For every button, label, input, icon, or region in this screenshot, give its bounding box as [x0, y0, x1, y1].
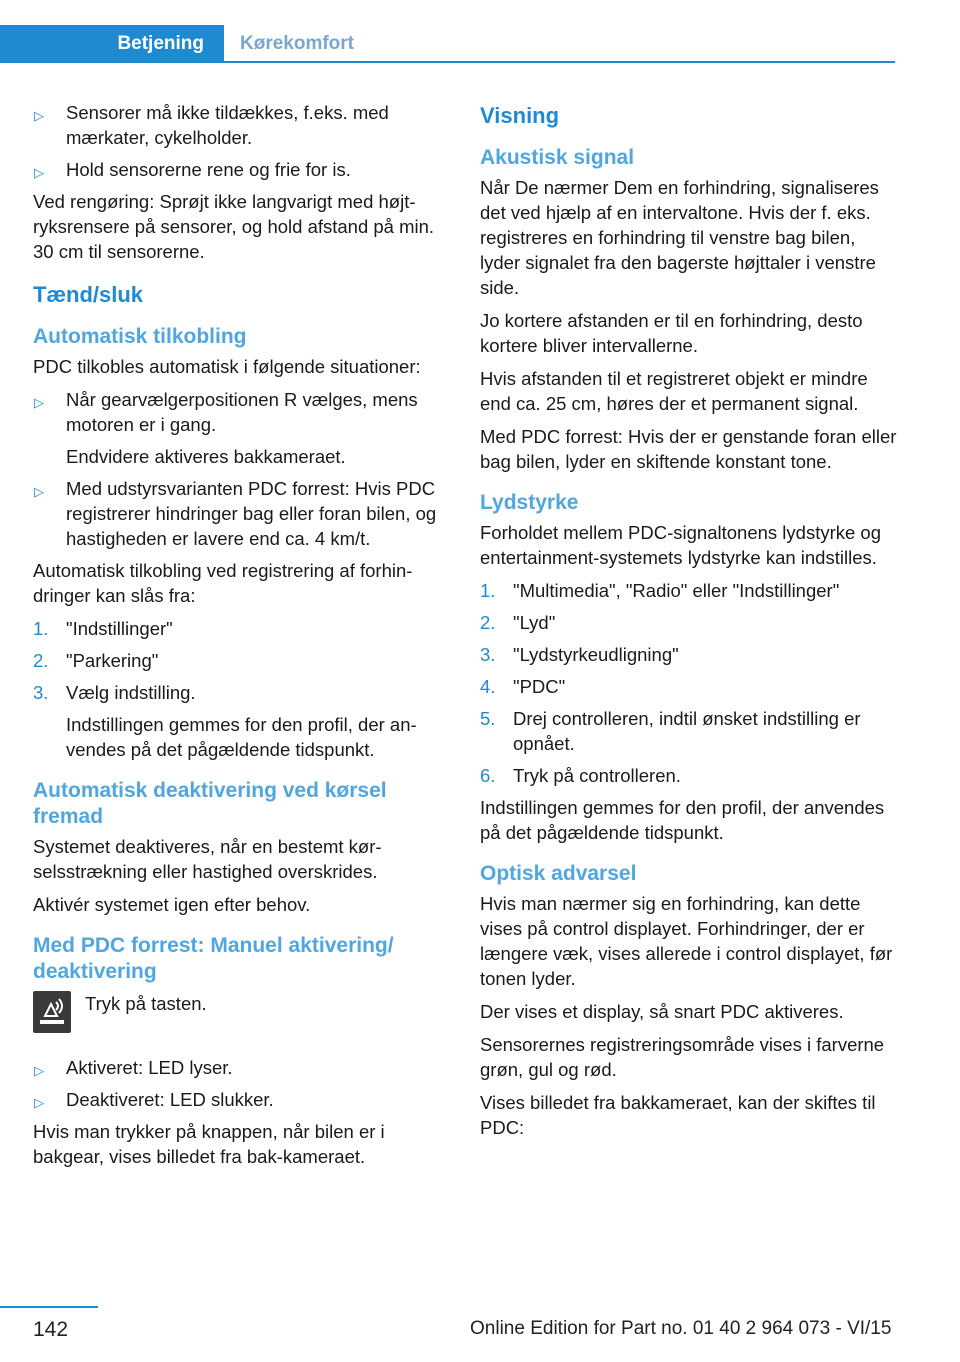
heading-lydstyrke: Lydstyrke — [480, 491, 579, 514]
heading-taend-sluk: Tænd/sluk — [33, 282, 144, 307]
paragraph: Hvis man trykker på knappen, når bilen er i bakgear, vises billedet fra bak-kameraet. — [33, 1121, 385, 1167]
paragraph: Indstillingen gemmes for den profil, der anvendes på det pågældende tidspunkt. — [480, 797, 885, 843]
paragraph: Hvis afstanden til et registreret objekt er mindre end ca. 25 cm, høres der et permanent signal. — [480, 368, 868, 414]
triangle-bullet-icon: ▷ — [34, 1095, 44, 1110]
list-item: ▷ Med udstyrsvarianten PDC forrest: Hvis PDC registrerer hindringer bag eller foran bilen, og hastigheden er lavere end ca. 4 km/t. — [34, 478, 437, 549]
paragraph: Forholdet mellem PDC-signaltonens lydstyrke og entertainment-systemets lydstyrke kan indstilles. — [480, 522, 882, 568]
paragraph: Med PDC forrest: Hvis der er genstande foran eller bag bilen, lyder en skiftende konstant tone. — [480, 426, 897, 472]
page-number: 142 — [33, 1318, 69, 1341]
triangle-bullet-icon: ▷ — [34, 1063, 44, 1078]
heading-automatisk-deaktivering: Automatisk deaktivering ved kørsel fremad — [33, 779, 387, 828]
list-item: ▷ Deaktiveret: LED slukker. — [33, 1087, 447, 1112]
paragraph: Når De nærmer Dem en forhindring, signaliseres det ved hjælp af en intervaltone. Hvis der f. eks. registreres en forhindring til venstre bag bilen, lyder signalet fra den bagerste højttaler i venstre side. — [480, 177, 879, 298]
triangle-bullet-icon: ▷ — [34, 484, 44, 499]
volume-steps — [480, 578, 898, 788]
list-item: 3. "Lydstyrkeudligning" — [480, 644, 679, 665]
edition-note: Online Edition for Part no. 01 40 2 964 073 - VI/15 — [470, 1318, 892, 1339]
list-item: 3. Vælg indstilling. Indstillingen gemmes for den profil, der anvendes på det pågældende tidspunkt. — [33, 680, 447, 762]
heading-akustisk-signal: Akustisk signal — [480, 146, 635, 169]
paragraph: Jo kortere afstanden er til en forhindring, desto kortere bliver intervallerne. — [480, 310, 863, 356]
pdc-button-icon — [33, 991, 71, 1033]
heading-automatisk-tilkobling: Automatisk tilkobling — [33, 325, 247, 348]
triangle-bullet-icon: ▷ — [34, 165, 44, 180]
list-item-note: Indstillingen gemmes for den profil, der anvendes på det pågældende tidspunkt. — [66, 714, 417, 760]
paragraph: Vises billedet fra bakkameraet, kan der skiftes til PDC: — [480, 1092, 876, 1138]
section-tab-betjening: Betjening — [0, 25, 224, 62]
list-item: ▷ Aktiveret: LED lyser. — [33, 1055, 447, 1080]
list-item: 2. "Lyd" — [480, 612, 556, 633]
header-rule — [0, 61, 895, 63]
list-item: 2. "Parkering" — [33, 650, 159, 671]
list-item: 5. Drej controlleren, indtil ønsket indstilling er opnået. — [480, 708, 861, 754]
list-item: ▷ Sensorer må ikke tildækkes, f.eks. med mærkater, cykelholder. — [34, 102, 389, 148]
list-item: ▷ Når gearvælgerpositionen R vælges, mens motoren er i gang. Endvidere aktiveres bakkameraet. — [33, 387, 447, 469]
section-tab-koerekomfort: Kørekomfort — [240, 32, 355, 54]
cleaning-paragraph: Ved rengøring: Sprøjt ikke langvarigt med højtryksrensere på sensorer, og hold afstand på min. 30 cm til sensorerne. — [33, 191, 435, 262]
list-item-note: Endvidere aktiveres bakkameraet. — [66, 446, 346, 467]
heading-optisk-advarsel: Optisk advarsel — [480, 862, 637, 885]
situation-bullet-list — [33, 387, 447, 551]
right-column — [480, 100, 898, 1148]
list-item: 4. "PDC" — [480, 676, 566, 697]
list-item: 6. Tryk på controlleren. — [480, 765, 681, 786]
paragraph: Hvis man nærmer sig en forhindring, kan dette vises på control displayet. Forhindringer, der er længere væk, vises allerede i control displayet, før tonen lyder. — [480, 893, 893, 989]
footer-rule — [0, 1306, 98, 1308]
paragraph: Der vises et display, så snart PDC aktiveres. — [480, 1001, 844, 1022]
icon-caption: Tryk på tasten. — [85, 993, 207, 1014]
settings-steps — [33, 616, 447, 762]
led-bullet-list — [33, 1055, 447, 1112]
triangle-bullet-icon: ▷ — [34, 108, 44, 123]
sensor-bullet-list — [33, 100, 447, 182]
pdc-button-row — [33, 991, 447, 1045]
list-item: 1. "Multimedia", "Radio" eller "Indstillinger" — [480, 580, 840, 601]
paragraph: Sensorernes registreringsområde vises i farverne grøn, gul og rød. — [480, 1034, 885, 1080]
list-item: ▷ Hold sensorerne rene og frie for is. — [33, 157, 447, 182]
paragraph: Aktivér systemet igen efter behov. — [33, 894, 311, 915]
paragraph: PDC tilkobles automatisk i følgende situationer: — [33, 356, 421, 377]
paragraph: Automatisk tilkobling ved registrering af forhindringer kan slås fra: — [33, 560, 413, 606]
heading-visning: Visning — [480, 103, 560, 128]
heading-manuel-aktivering: Med PDC forrest: Manuel aktivering/ deaktivering — [33, 934, 394, 983]
list-item: 1. "Indstillinger" — [33, 618, 173, 639]
triangle-bullet-icon: ▷ — [34, 395, 44, 410]
page-header — [0, 0, 960, 64]
left-column — [33, 100, 447, 1177]
paragraph: Systemet deaktiveres, når en bestemt kørselsstrækning eller hastighed overskrides. — [33, 836, 382, 882]
